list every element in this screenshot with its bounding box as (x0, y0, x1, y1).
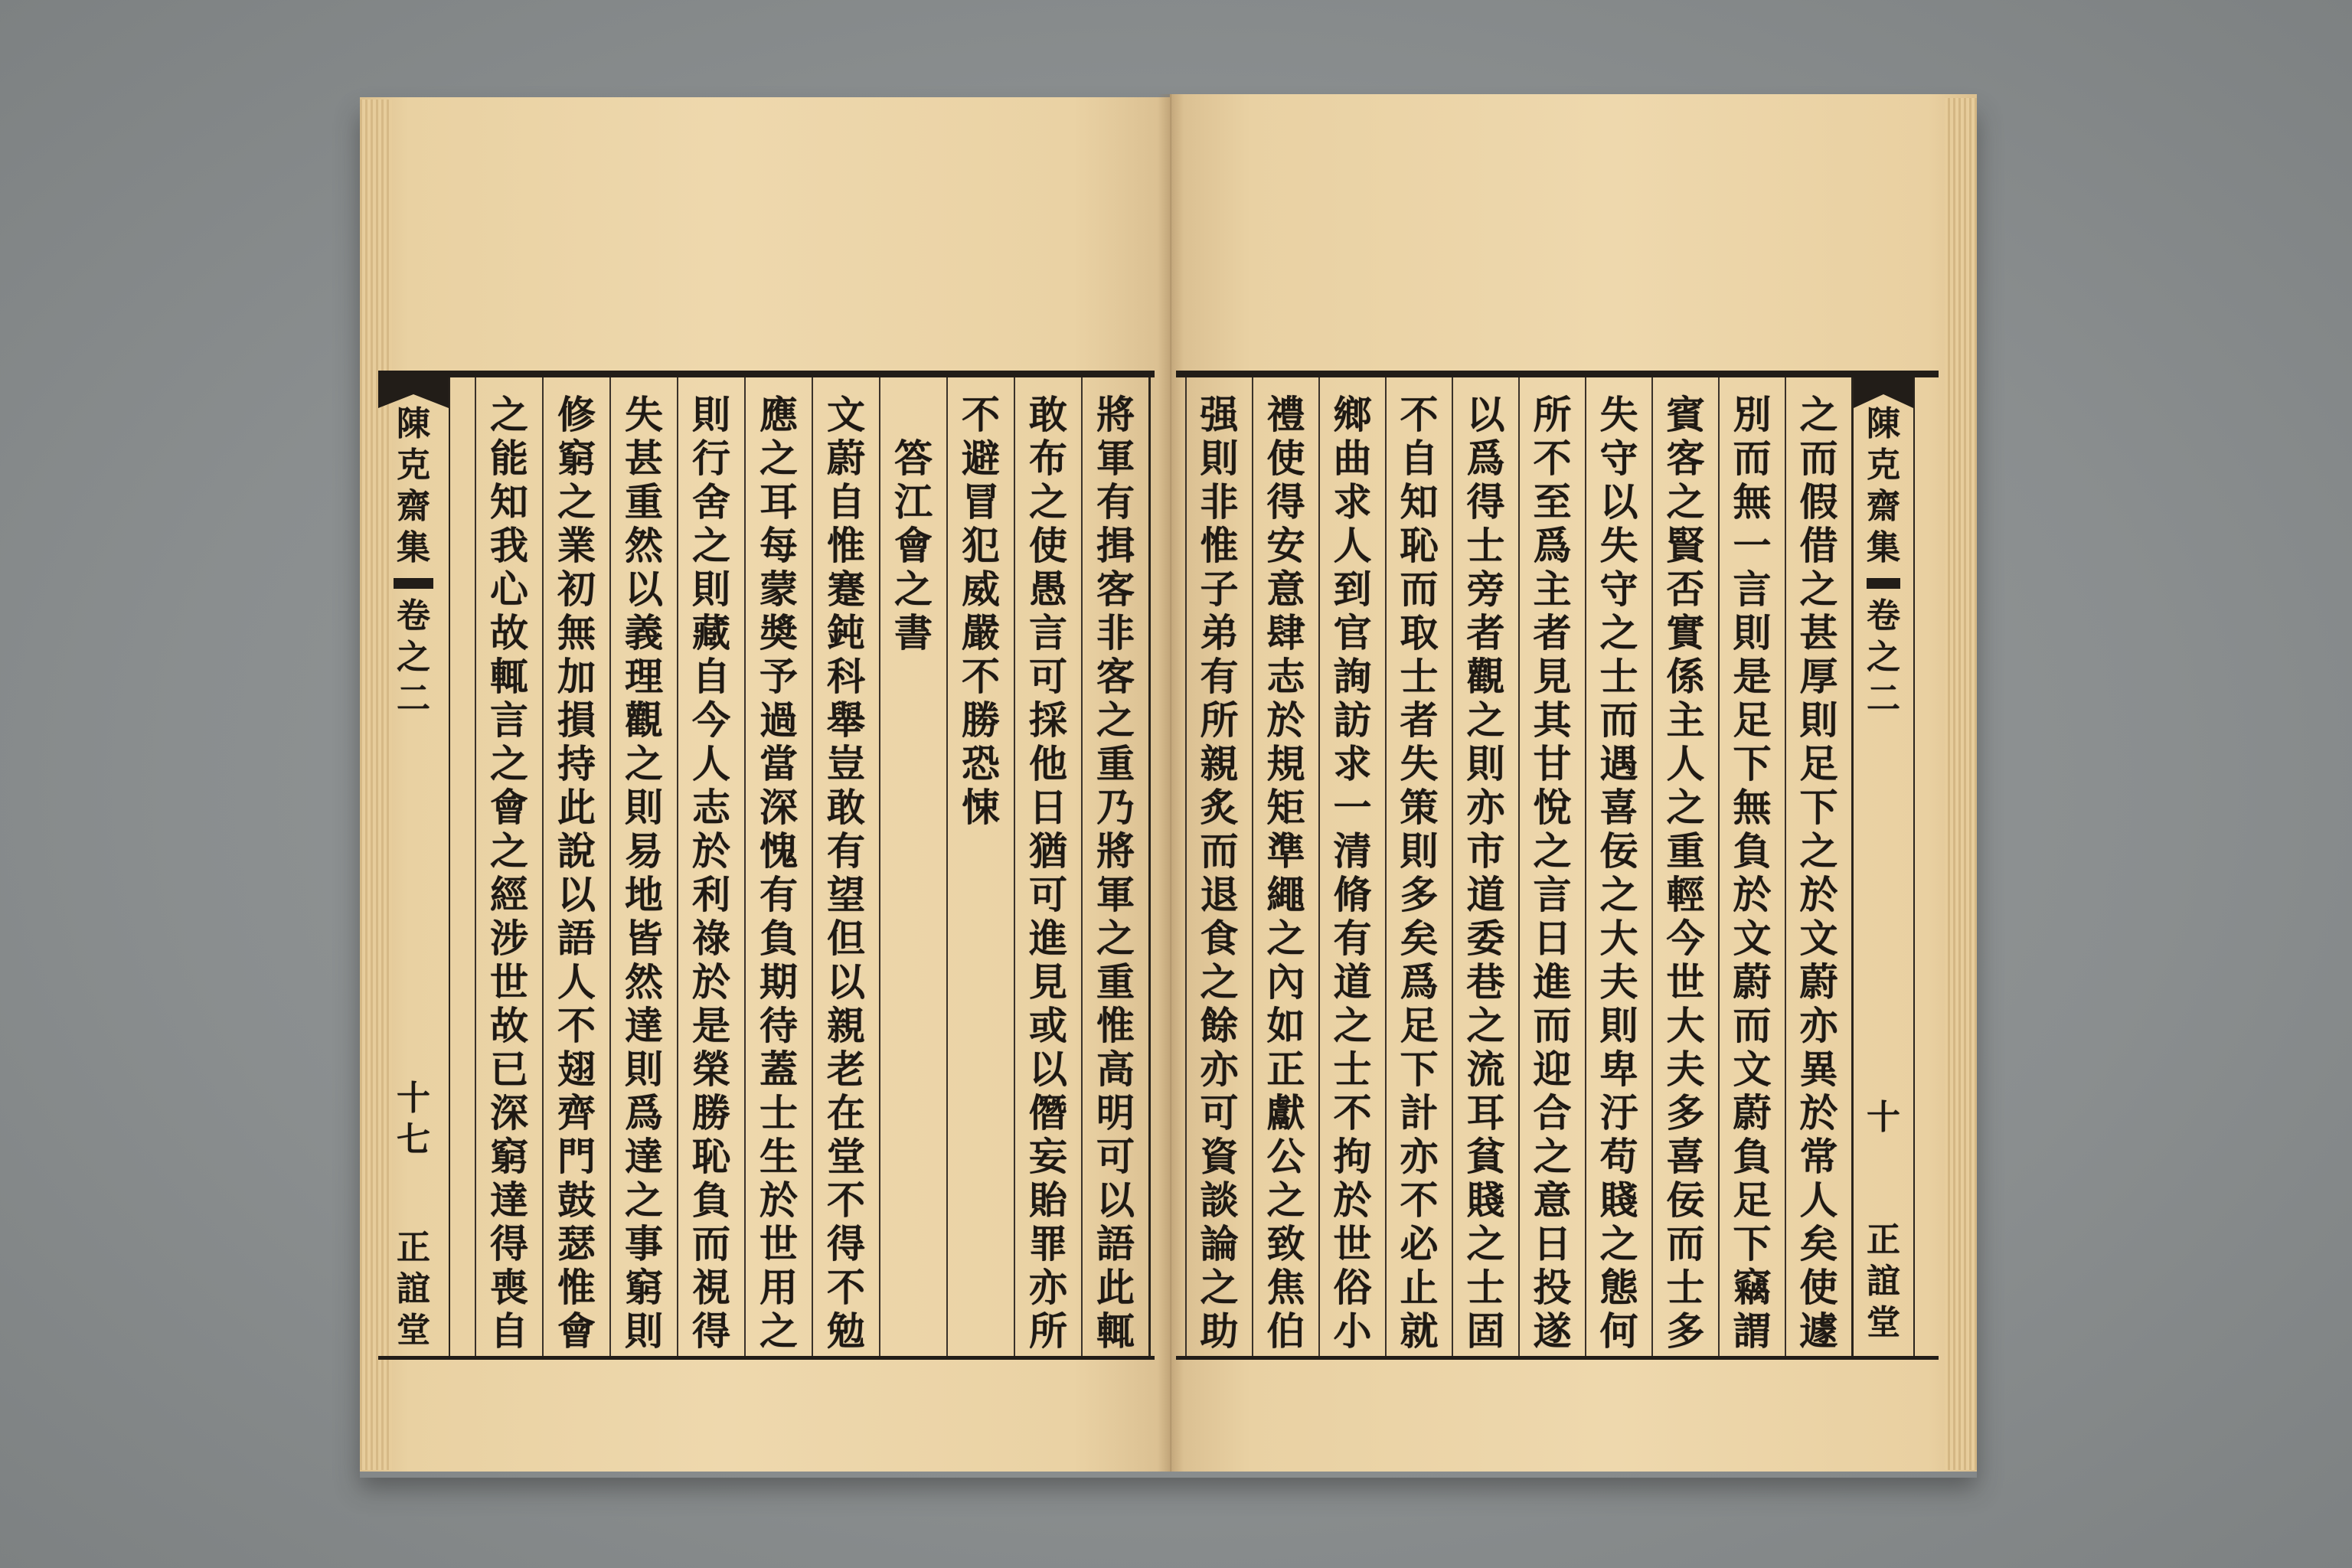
volume-bracket-mark (1867, 578, 1900, 589)
center-fold (1158, 94, 1184, 1472)
column-text: 修 窮 之 業 初 無 加 損 持 此 說 以 語 人 不 翅 齊 門 鼓 瑟 惟 會 (557, 392, 596, 1354)
margin-volume: 卷 之 二 (397, 596, 430, 718)
right-page-column-4 (1585, 377, 1651, 1356)
right-page-column-9 (1252, 377, 1318, 1356)
margin-volume: 卷 之 二 (1867, 596, 1900, 718)
column-text: 强 則 非 惟 子 弟 有 所 親 炙 而 退 食 之 餘 亦 可 資 談 論 之 助 (1200, 392, 1239, 1354)
column-text: 禮 使 得 安 意 肆 志 於 規 矩 準 繩 之 內 如 正 獻 公 之 致 焦 伯 (1266, 392, 1305, 1354)
left-page-column-6 (744, 377, 812, 1356)
left-page-column-10 (475, 377, 542, 1356)
right-page-column-2 (1718, 377, 1785, 1356)
column-text: 不 避 冒 犯 威 嚴 不 勝 恐 悚 (962, 392, 1000, 830)
letter-heading: 答 江 會 之 書 (894, 436, 933, 655)
right-page-edge-stack (1945, 98, 1977, 1470)
column-text: 失 守 以 失 守 之 士 而 遇 喜 佞 之 大 夫 則 卑 汙 苟 賤 之 態 何 (1599, 392, 1638, 1354)
column-text: 則 行 舍 之 則 藏 自 今 人 志 於 利 祿 於 是 榮 勝 恥 負 而 視 得 (692, 392, 730, 1354)
right-page-column-5 (1518, 377, 1585, 1356)
right-frame-top-rule (1176, 371, 1939, 377)
volume-bracket-mark (394, 578, 433, 589)
right-page-column-7 (1385, 377, 1452, 1356)
column-text: 所 不 至 爲 主 者 見 其 甘 悅 之 言 日 進 而 迎 合 之 意 日 投 遂 (1533, 392, 1572, 1354)
left-page-margin-column (378, 377, 450, 1356)
column-text: 別 而 無 一 言 則 是 足 下 無 負 於 文 蔚 而 文 蔚 負 足 下 竊 謂 (1733, 392, 1772, 1354)
column-text: 賓 客 之 賢 否 實 係 主 人 之 重 輕 今 世 大 夫 多 喜 佞 而 士 多 (1666, 392, 1705, 1354)
right-page-text-block (1185, 377, 1854, 1356)
column-text: 敢 布 之 使 愚 言 可 採 他 日 猶 可 進 見 或 以 僭 妄 貽 罪 亦 所 (1029, 392, 1067, 1354)
margin-leaf-number: 十 (1867, 1098, 1900, 1137)
left-page-column-2 (1014, 377, 1081, 1356)
right-page-column-1 (1785, 377, 1851, 1356)
left-page-column-3 (946, 377, 1014, 1356)
margin-publisher: 正 誼 堂 (1867, 1220, 1900, 1342)
margin-publisher: 正 誼 堂 (397, 1228, 430, 1350)
left-frame-top-rule (378, 371, 1155, 377)
left-page-text-block (475, 377, 1151, 1356)
left-frame-bottom-rule (378, 1356, 1155, 1360)
column-text: 應 之 耳 每 蒙 奬 予 過 當 深 愧 有 負 期 待 蓋 士 生 於 世 用 之 (760, 392, 798, 1354)
column-text: 將 軍 有 揖 客 非 客 之 重 乃 將 軍 之 重 惟 高 明 可 以 語 此 輒 (1096, 392, 1135, 1354)
margin-book-title: 陳 克 齋 集 (1867, 404, 1900, 567)
margin-book-title: 陳 克 齋 集 (397, 404, 430, 567)
right-page-column-8 (1318, 377, 1385, 1356)
column-text: 以 爲 得 士 旁 者 觀 之 則 亦 市 道 委 巷 之 流 耳 貧 賤 之 士 固 (1466, 392, 1505, 1354)
left-page-column-9 (542, 377, 609, 1356)
right-frame-bottom-rule (1176, 1356, 1939, 1360)
column-text: 失 甚 重 然 以 義 理 觀 之 則 易 地 皆 然 達 則 爲 達 之 事 窮 則 (625, 392, 663, 1354)
right-page-margin-column (1854, 377, 1915, 1356)
right-page-column-6 (1452, 377, 1518, 1356)
right-page-column-3 (1651, 377, 1718, 1356)
column-text: 之 能 知 我 心 故 輒 言 之 會 之 經 涉 世 故 已 深 窮 達 得 喪 自 (490, 392, 528, 1354)
column-text: 不 自 知 恥 而 取 士 者 失 策 則 多 矣 爲 足 下 計 亦 不 必 止 就 (1400, 392, 1439, 1354)
left-page-column-4 (879, 377, 946, 1356)
column-text: 文 蔚 自 惟 蹇 鈍 科 舉 豈 敢 有 望 但 以 親 老 在 堂 不 得 不 勉 (827, 392, 865, 1354)
column-text: 鄉 曲 求 人 到 官 詢 訪 求 一 清 脩 有 道 之 士 不 拘 於 世 俗 小 (1333, 392, 1372, 1354)
right-page-column-10 (1185, 377, 1252, 1356)
left-page-column-5 (812, 377, 879, 1356)
left-page-column-1 (1081, 377, 1148, 1356)
left-page-column-8 (609, 377, 677, 1356)
left-page-column-7 (677, 377, 744, 1356)
column-text: 之 而 假 借 之 甚 厚 則 足 下 之 於 文 蔚 亦 異 於 常 人 矣 使 遽 (1799, 392, 1838, 1354)
margin-leaf-number: 十 七 (397, 1079, 430, 1159)
